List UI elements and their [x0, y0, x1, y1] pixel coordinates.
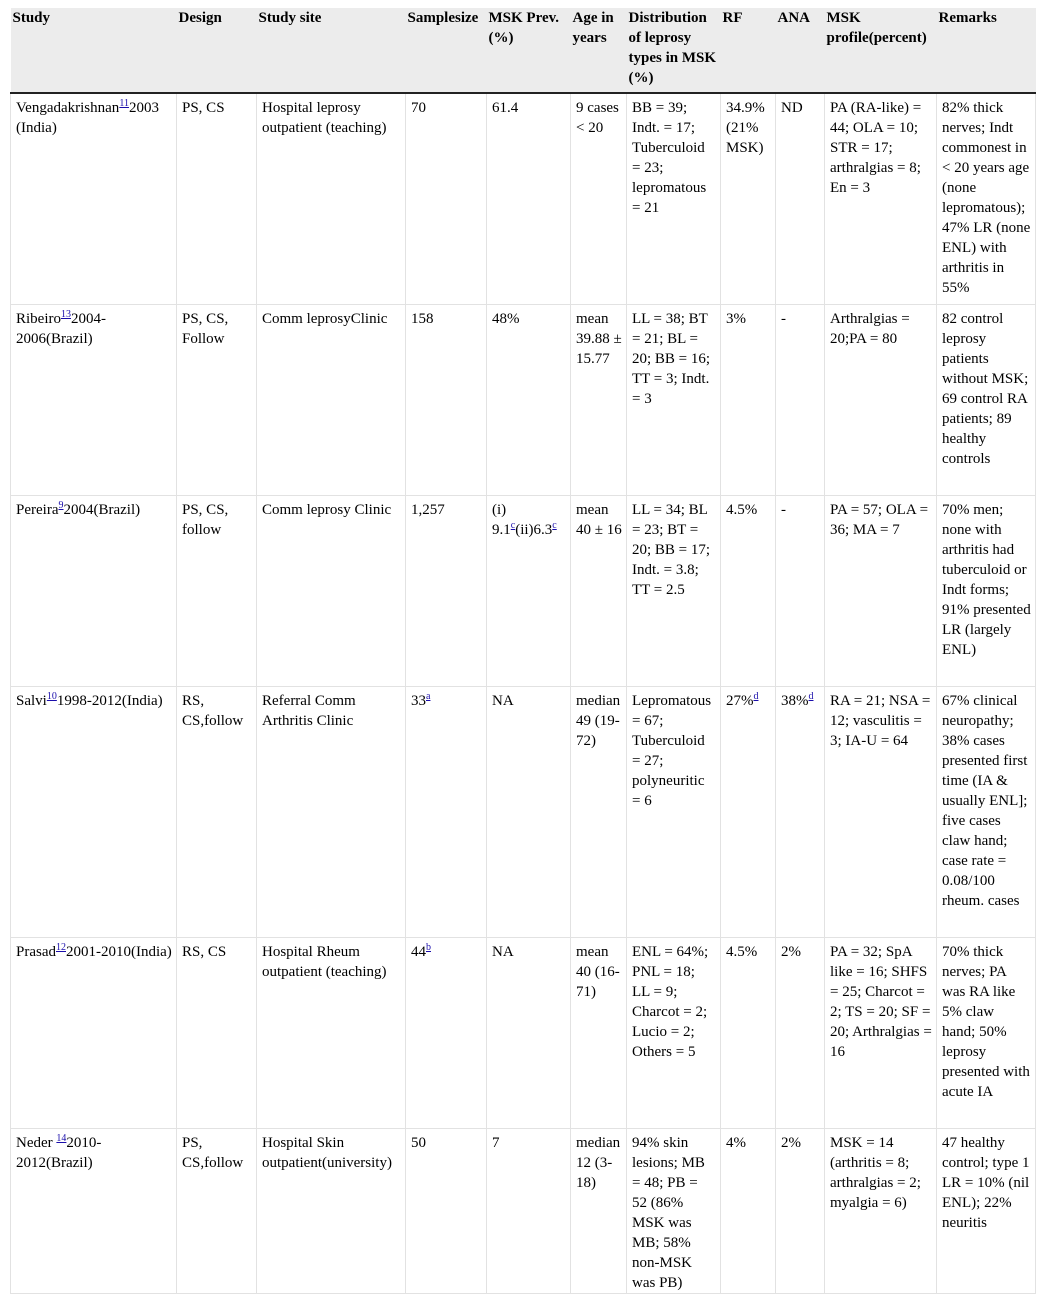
study-author: Neder: [16, 1135, 57, 1151]
cell-dist: 94% skin lesions; MB = 48; PB = 52 (86% MSK was MB; 58% non-MSK was PB): [627, 1129, 721, 1294]
cell-profile: Arthralgias = 20;PA = 80: [825, 305, 937, 496]
reference-link[interactable]: 13: [61, 309, 71, 320]
cell-prev: 61.4: [487, 93, 571, 305]
cell-dist: BB = 39; Indt. = 17; Tuberculoid = 23; lepromatous = 21: [627, 93, 721, 305]
cell-profile: PA = 32; SpA like = 16; SHFS = 25; Charcot = 2; TS = 20; SF = 20; Arthralgias = 16: [825, 938, 937, 1129]
cell-ana: 38%$^d$: [776, 687, 825, 938]
table-row: [11, 687, 1036, 938]
cell-age: median 49 (19-72): [571, 687, 627, 938]
cell-site: Comm leprosy Clinic: [257, 496, 406, 687]
table-row: [11, 496, 1036, 687]
cell-prev: 48%: [487, 305, 571, 496]
cell-ana: ND: [776, 93, 825, 305]
study-period: 2004-2006(Brazil): [16, 311, 106, 347]
footnote-link[interactable]: c: [552, 520, 557, 531]
reference-link[interactable]: 14: [56, 1133, 67, 1144]
header-prev: MSK Prev. (%): [487, 8, 571, 93]
header-site: Study site: [257, 8, 406, 93]
cell-age: 9 cases < 20: [571, 93, 627, 305]
footnote-link[interactable]: d: [753, 691, 759, 702]
cell-remarks: 47 healthy control; type 1 LR = 10% (nil ENL); 22% neuritis: [937, 1129, 1036, 1294]
header-row: [11, 8, 1036, 93]
study-period: 1998-2012(India): [56, 693, 163, 709]
cell-sample: 158: [406, 305, 487, 496]
cell-ana: 2%: [776, 938, 825, 1129]
cell-rf: 4%: [721, 1129, 776, 1294]
cell-dist: LL = 34; BL = 23; BT = 20; BB = 17; Indt. = 3.8; TT = 2.5: [627, 496, 721, 687]
header-remarks: Remarks: [937, 8, 1036, 93]
table-row: [11, 938, 1036, 1129]
cell-age: mean 40 ± 16: [571, 496, 627, 687]
cell-rf: 3%: [721, 305, 776, 496]
cell-study: [11, 305, 177, 496]
cell-design: PS, CS,follow: [177, 1129, 257, 1294]
header-rf: RF: [721, 8, 776, 93]
cell-design: RS, CS,follow: [177, 687, 257, 938]
cell-study: [11, 938, 177, 1129]
table-row: [11, 1129, 1036, 1294]
cell-site: Hospital Skin outpatient(university): [257, 1129, 406, 1294]
cell-rf: 34.9% (21% MSK): [721, 93, 776, 305]
table-row: [11, 93, 1036, 305]
cell-ana: 2%: [776, 1129, 825, 1294]
cell-remarks: 70% men; none with arthritis had tuberculoid or Indt forms; 91% presented LR (largely ENL): [937, 496, 1036, 687]
cell-prev: NA: [487, 687, 571, 938]
cell-design: RS, CS: [177, 938, 257, 1129]
reference-link[interactable]: 9: [58, 500, 64, 511]
header-profile: MSK profile(percent): [825, 8, 937, 93]
reference-link[interactable]: 10: [46, 691, 57, 702]
header-dist: Distribution of leprosy types in MSK (%): [627, 8, 721, 93]
cell-remarks: 70% thick nerves; PA was RA like 5% claw hand; 50% leprosy presented with acute IA: [937, 938, 1036, 1129]
cell-sample: 44$^b$: [406, 938, 487, 1129]
study-period: 2001-2010(India): [66, 944, 172, 960]
cell-rf: 4.5%: [721, 496, 776, 687]
header-study: Study: [11, 8, 177, 93]
cell-profile: MSK = 14 (arthritis = 8; arthralgias = 2; myalgia = 6): [825, 1129, 937, 1294]
cell-dist: ENL = 64%; PNL = 18; LL = 9; Charcot = 2; Lucio = 2; Others = 5: [627, 938, 721, 1129]
cell-remarks: 67% clinical neuropathy; 38% cases presented first time (IA & usually ENL]; five cases claw hand; case rate = 0.08/100 rheum. cases: [937, 687, 1036, 938]
cell-prev: (i) 9.1$^c$(ii)6.3$^c$: [487, 496, 571, 687]
reference-link[interactable]: 12: [56, 942, 66, 953]
cell-study: [11, 687, 177, 938]
cell-profile: PA (RA-like) = 44; OLA = 10; STR = 17; arthralgias = 8; En = 3: [825, 93, 937, 305]
cell-remarks: 82 control leprosy patients without MSK; 69 control RA patients; 89 healthy controls: [937, 305, 1036, 496]
reference-link[interactable]: 11: [119, 98, 129, 109]
cell-prev: NA: [487, 938, 571, 1129]
cell-sample: 70: [406, 93, 487, 305]
cell-study: [11, 93, 177, 305]
cell-profile: RA = 21; NSA = 12; vasculitis = 3; IA-U = 64: [825, 687, 937, 938]
header-age: Age in years: [571, 8, 627, 93]
study-author: Vengadakrishnan: [16, 100, 120, 116]
cell-dist: LL = 38; BT = 21; BL = 20; BB = 16; TT = 3; Indt. = 3: [627, 305, 721, 496]
cell-sample: 50: [406, 1129, 487, 1294]
cell-site: Hospital Rheum outpatient (teaching): [257, 938, 406, 1129]
cell-site: Referral Comm Arthritis Clinic: [257, 687, 406, 938]
footnote-link[interactable]: c: [510, 520, 516, 531]
footnote-link[interactable]: b: [426, 942, 431, 953]
table-row: [11, 305, 1036, 496]
cell-age: median 12 (3-18): [571, 1129, 627, 1294]
footnote-link[interactable]: a: [426, 691, 431, 702]
cell-site: Hospital leprosy outpatient (teaching): [257, 93, 406, 305]
study-period: 2003 (India): [16, 100, 159, 136]
cell-sample: 33$^a$: [406, 687, 487, 938]
study-author: Prasad: [16, 944, 56, 960]
cell-design: PS, CS, follow: [177, 496, 257, 687]
studies-table: [10, 8, 1036, 1294]
cell-remarks: 82% thick nerves; Indt commonest in < 20 years age (none lepromatous); 47% LR (none ENL) with arthritis in 55%: [937, 93, 1036, 305]
study-period: 2010-2012(Brazil): [16, 1135, 102, 1171]
cell-profile: PA = 57; OLA = 36; MA = 7: [825, 496, 937, 687]
cell-rf: 4.5%: [721, 938, 776, 1129]
cell-age: mean 40 (16-71): [571, 938, 627, 1129]
header-sample: Samplesize: [406, 8, 487, 93]
cell-site: Comm leprosyClinic: [257, 305, 406, 496]
footnote-link[interactable]: d: [808, 691, 814, 702]
study-author: Ribeiro: [16, 311, 61, 327]
cell-age: mean 39.88 ± 15.77: [571, 305, 627, 496]
header-design: Design: [177, 8, 257, 93]
study-period: 2004(Brazil): [63, 502, 141, 518]
cell-study: [11, 1129, 177, 1294]
cell-design: PS, CS: [177, 93, 257, 305]
cell-prev: 7: [487, 1129, 571, 1294]
cell-study: [11, 496, 177, 687]
study-author: Salvi: [16, 693, 47, 709]
cell-dist: Lepromatous = 67; Tuberculoid = 27; polyneuritic = 6: [627, 687, 721, 938]
cell-design: PS, CS, Follow: [177, 305, 257, 496]
cell-rf: 27%$^d$: [721, 687, 776, 938]
study-author: Pereira: [16, 502, 59, 518]
cell-sample: 1,257: [406, 496, 487, 687]
cell-ana: -: [776, 305, 825, 496]
header-ana: ANA: [776, 8, 825, 93]
cell-ana: -: [776, 496, 825, 687]
